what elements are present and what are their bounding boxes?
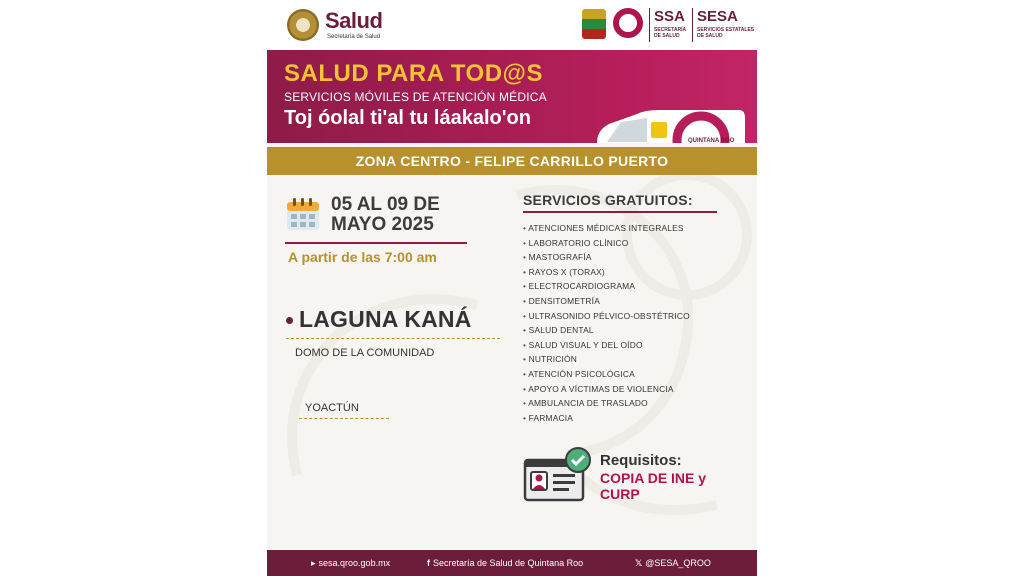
ambulance-van-icon (589, 108, 747, 143)
event-dates (331, 195, 440, 235)
globe-icon: ▸ (311, 558, 316, 568)
list-item: • LABORATORIO CLÍNICO (523, 236, 690, 251)
location-detail: DOMO DE LA COMUNIDAD (295, 347, 435, 359)
van-logo-text: QUINTANA ROO (688, 138, 735, 144)
services-list (523, 221, 690, 425)
hero-banner (267, 50, 757, 143)
banner-maya-tagline: Toj óolal ti'al tu láakalo'on (284, 107, 531, 129)
sesa-subtitle-line-2: DE SALUD (697, 33, 723, 39)
date-divider (285, 242, 467, 244)
sesa-title: SESA (697, 8, 738, 25)
banner-title: SALUD PARA TOD@S (284, 60, 543, 87)
x-handle-link[interactable]: @SESA_QROO (645, 558, 711, 568)
requirements-value: COPIA DE INE y CURP (600, 470, 707, 502)
ssa-subtitle-line-2: DE SALUD (654, 33, 680, 39)
ssa-subtitle (654, 27, 686, 39)
list-item: • DENSITOMETRÍA (523, 294, 690, 309)
footer-website[interactable] (311, 558, 390, 569)
calendar-icon (285, 196, 321, 232)
header-divider (649, 8, 650, 42)
quintana-roo-shield-icon (582, 9, 606, 39)
footer-x[interactable] (635, 558, 711, 569)
footer-facebook[interactable] (427, 558, 583, 568)
list-item: • ULTRASONIDO PÉLVICO-OBSTÉTRICO (523, 309, 690, 324)
id-card-icon (523, 446, 593, 504)
brand-subtitle: Secretaría de Salud (327, 34, 381, 40)
location-divider (286, 338, 500, 339)
facebook-icon: f (427, 558, 430, 568)
bullet-icon (286, 317, 293, 324)
list-item: • AMBULANCIA DE TRASLADO (523, 396, 690, 411)
mexico-seal-icon (287, 9, 319, 41)
website-link[interactable]: sesa.qroo.gob.mx (318, 558, 391, 568)
list-item: • ELECTROCARDIOGRAMA (523, 279, 690, 294)
services-title: SERVICIOS GRATUITOS: (523, 192, 693, 208)
ssa-subtitle-line-1: SECRETARÍA (654, 27, 687, 33)
facebook-link[interactable]: Secretaría de Salud de Quintana Roo (433, 558, 584, 568)
date-line-1: 05 AL 09 DE (331, 194, 440, 215)
alternate-location-divider (299, 418, 389, 419)
poster (267, 0, 757, 576)
list-item: • ATENCIÓN PSICOLÓGICA (523, 367, 690, 382)
list-item: • RAYOS X (TORAX) (523, 265, 690, 280)
list-item: • MASTOGRAFÍA (523, 250, 690, 265)
sesa-subtitle (697, 27, 754, 39)
list-item: • SALUD DENTAL (523, 323, 690, 338)
zone-bar: ZONA CENTRO - FELIPE CARRILLO PUERTO (267, 147, 757, 175)
q-logo-icon (613, 8, 643, 38)
banner-subtitle: SERVICIOS MÓVILES DE ATENCIÓN MÉDICA (284, 90, 547, 104)
list-item: • NUTRICIÓN (523, 352, 690, 367)
sesa-subtitle-line-1: SERVICIOS ESTATALES (697, 27, 755, 33)
list-item: • ATENCIONES MÉDICAS INTEGRALES (523, 221, 690, 236)
header-bar (267, 0, 757, 50)
alternate-location: YOACTÚN (305, 402, 359, 414)
list-item: • SALUD VISUAL Y DEL OÍDO (523, 338, 690, 353)
start-time: A partir de las 7:00 am (288, 249, 437, 265)
location-name: LAGUNA KANÁ (299, 306, 472, 332)
check-icon (566, 448, 590, 472)
ssa-title: SSA (654, 8, 685, 25)
date-line-2: MAYO 2025 (331, 214, 434, 235)
brand-title: Salud (325, 8, 383, 33)
list-item: • FARMACIA (523, 411, 690, 426)
requirements-label: Requisitos: (600, 452, 682, 469)
header-divider (692, 8, 693, 42)
footer-bar (267, 550, 757, 576)
services-divider (523, 211, 717, 213)
x-icon: 𝕏 (635, 558, 643, 568)
list-item: • APOYO A VÍCTIMAS DE VIOLENCIA (523, 382, 690, 397)
